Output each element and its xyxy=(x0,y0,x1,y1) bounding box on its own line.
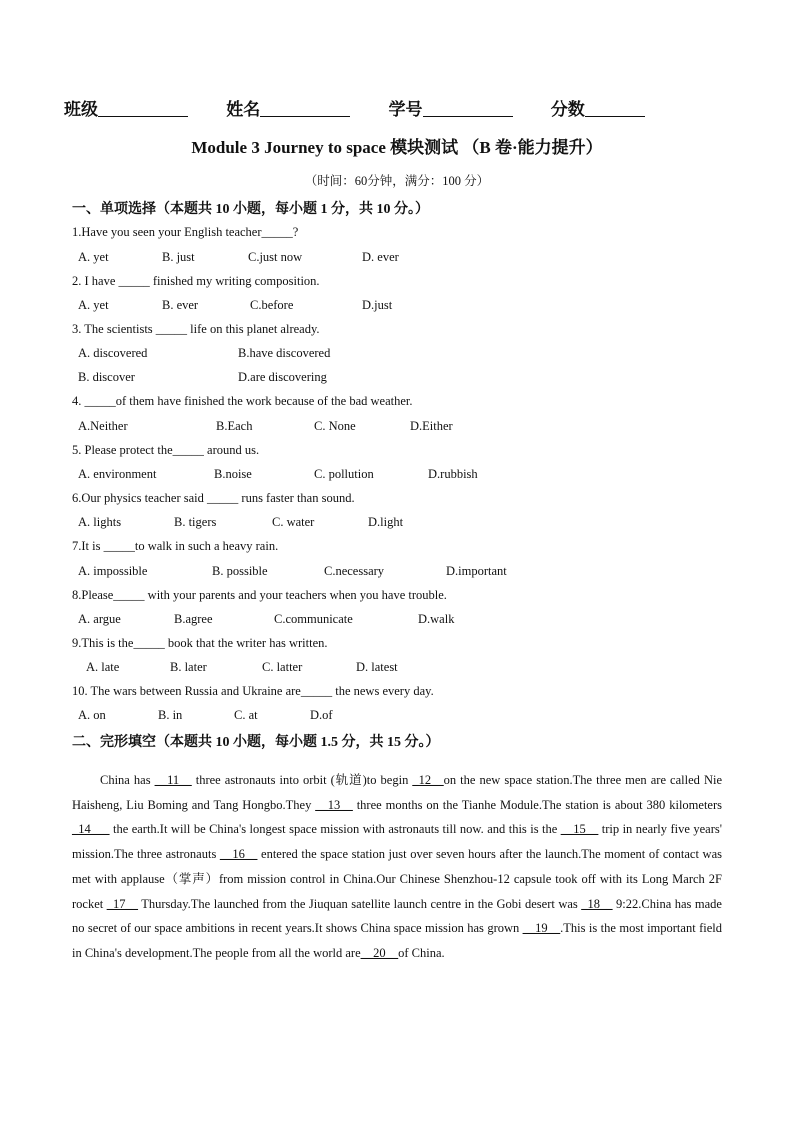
question-stem: 6.Our physics teacher said _____ runs faster than sound. xyxy=(72,491,355,505)
question-stem: 3. The scientists _____ life on this planet already. xyxy=(72,322,320,336)
passage-text: on the new space station.The three men are called Nie Haisheng, Liu Boming and Tang Hongbo.They xyxy=(72,773,722,812)
answer-option[interactable]: A. lights xyxy=(78,515,122,529)
cloze-blank[interactable]: __13__ xyxy=(315,797,353,812)
answer-option[interactable]: B. ever xyxy=(162,298,199,312)
answer-option[interactable]: A. impossible xyxy=(78,564,148,578)
answer-option[interactable]: C. None xyxy=(314,419,356,433)
answer-option[interactable]: A. yet xyxy=(78,250,109,264)
answer-option[interactable]: B.agree xyxy=(174,612,213,626)
cloze-blank[interactable]: __11__ xyxy=(154,773,192,787)
passage-text: .This is the most important field in China's development.The people from all the world are xyxy=(72,921,722,960)
exam-info: （时间：60分钟，满分：100 分） xyxy=(304,174,490,188)
question-stem: 1.Have you seen your English teacher_____? xyxy=(72,225,299,239)
options-row xyxy=(78,467,718,483)
answer-option[interactable]: B. later xyxy=(170,660,207,674)
question-stem: 8.Please_____ with your parents and your teachers when you have trouble. xyxy=(72,588,447,602)
answer-option[interactable]: A.Neither xyxy=(78,419,128,433)
answer-option[interactable]: D.light xyxy=(368,515,404,529)
cloze-passage xyxy=(72,768,722,966)
options-row xyxy=(78,612,718,628)
answer-option[interactable]: B.noise xyxy=(214,467,252,481)
passage-text: the earth.It will be China's longest space mission with astronauts till now. and this is the xyxy=(109,822,561,837)
answer-option[interactable]: C. latter xyxy=(262,660,303,674)
options-row xyxy=(78,564,718,580)
passage-text: 9:22.China has made no secret of our space ambitions in recent years.It shows China space mission has grown xyxy=(72,896,722,936)
options-row xyxy=(78,660,718,676)
answer-option[interactable]: B. discover xyxy=(78,370,135,384)
question-stem: 5. Please protect the_____ around us. xyxy=(72,443,260,457)
passage-text: three astronauts into orbit (轨道)to begin xyxy=(191,773,413,787)
answer-option[interactable]: C. at xyxy=(234,708,258,722)
passage-text: of China. xyxy=(398,945,445,960)
passage-paragraph xyxy=(72,768,722,966)
answer-option[interactable]: C.just now xyxy=(248,250,303,264)
answer-option[interactable]: C.necessary xyxy=(324,564,385,578)
passage-text: Thursday.The launched from the Jiuquan satellite launch centre in the Gobi desert was xyxy=(137,896,582,911)
options-row xyxy=(78,708,718,724)
question-stem: 7.It is _____to walk in such a heavy rain. xyxy=(72,539,279,553)
question-stem: 2. I have _____ finished my writing composition. xyxy=(72,274,320,288)
answer-option[interactable]: B. possible xyxy=(212,564,268,578)
answer-option[interactable]: C. water xyxy=(272,515,315,529)
answer-option[interactable]: B.Each xyxy=(216,419,253,433)
answer-option[interactable]: D. latest xyxy=(356,660,398,674)
options-row xyxy=(78,515,718,531)
answer-option[interactable]: C.communicate xyxy=(274,612,353,626)
passage-text: three months on the Tianhe Module.The station is about 380 kilometers xyxy=(352,797,722,812)
class-field: 班级 xyxy=(64,95,188,120)
student-info-header xyxy=(64,95,724,120)
section1-heading: 一、单项选择（本题共 10 小题，每小题 1 分，共 10 分。） xyxy=(72,202,429,217)
cloze-blank[interactable]: _14___ xyxy=(72,822,110,837)
answer-option[interactable]: B. just xyxy=(162,250,195,264)
answer-option[interactable]: A. discovered xyxy=(78,346,148,360)
cloze-blank[interactable]: __16__ xyxy=(219,847,258,862)
answer-option[interactable]: D.Either xyxy=(410,419,453,433)
options-row xyxy=(78,250,718,266)
answer-option[interactable]: C.before xyxy=(250,298,294,312)
passage-text: China has xyxy=(100,773,155,787)
answer-option[interactable]: D.rubbish xyxy=(428,467,478,481)
question-stem: 10. The wars between Russia and Ukraine are_____ the news every day. xyxy=(72,684,434,698)
options-row xyxy=(78,370,718,386)
answer-option[interactable]: B. in xyxy=(158,708,183,722)
answer-option[interactable]: A. environment xyxy=(78,467,157,481)
passage-text: entered the space station just over seven hours after the launch.The moment of contact was met with applause（掌声）from mission control in China.Our Chinese Shenzhou-12 capsule took off with its Long March 2F rocket xyxy=(72,847,722,911)
answer-option[interactable]: B. tigers xyxy=(174,515,217,529)
answer-option[interactable]: D.of xyxy=(310,708,333,722)
answer-option[interactable]: A. argue xyxy=(78,612,121,626)
answer-option[interactable]: D. ever xyxy=(362,250,399,264)
score-blank[interactable] xyxy=(585,100,645,117)
student-id-blank[interactable] xyxy=(423,100,513,117)
answer-option[interactable]: D.just xyxy=(362,298,393,312)
answer-option[interactable]: A. yet xyxy=(78,298,109,312)
page-title: Module 3 Journey to space 模块测试 （B 卷·能力提升） xyxy=(191,138,603,157)
cloze-blank[interactable]: _12__ xyxy=(412,773,444,787)
answer-option[interactable]: D.walk xyxy=(418,612,455,626)
options-row xyxy=(78,346,718,362)
options-row xyxy=(78,419,718,435)
cloze-blank[interactable]: __20__ xyxy=(360,945,399,960)
passage-text: trip in nearly five years' mission.The three astronauts xyxy=(72,822,723,862)
score-field: 分数 xyxy=(551,95,645,120)
cloze-blank[interactable]: __19__ xyxy=(522,921,561,936)
name-blank[interactable] xyxy=(260,100,350,117)
answer-option[interactable]: A. late xyxy=(86,660,120,674)
cloze-blank[interactable]: _18__ xyxy=(581,896,613,911)
cloze-blank[interactable]: _17__ xyxy=(106,896,138,911)
answer-option[interactable]: C. pollution xyxy=(314,467,374,481)
answer-option[interactable]: A. on xyxy=(78,708,106,722)
options-row xyxy=(78,298,718,314)
name-field: 姓名 xyxy=(226,95,350,120)
answer-option[interactable]: D.are discovering xyxy=(238,370,327,384)
class-blank[interactable] xyxy=(98,100,188,117)
student-id-field: 学号 xyxy=(389,95,513,120)
question-stem: 4. _____of them have finished the work because of the bad weather. xyxy=(72,394,413,408)
section2-heading: 二、完形填空（本题共 10 小题，每小题 1.5 分，共 15 分。） xyxy=(72,735,440,750)
answer-option[interactable]: B.have discovered xyxy=(238,346,331,360)
cloze-blank[interactable]: __15__ xyxy=(560,822,599,837)
answer-option[interactable]: D.important xyxy=(446,564,507,578)
question-stem: 9.This is the_____ book that the writer has written. xyxy=(72,636,328,650)
